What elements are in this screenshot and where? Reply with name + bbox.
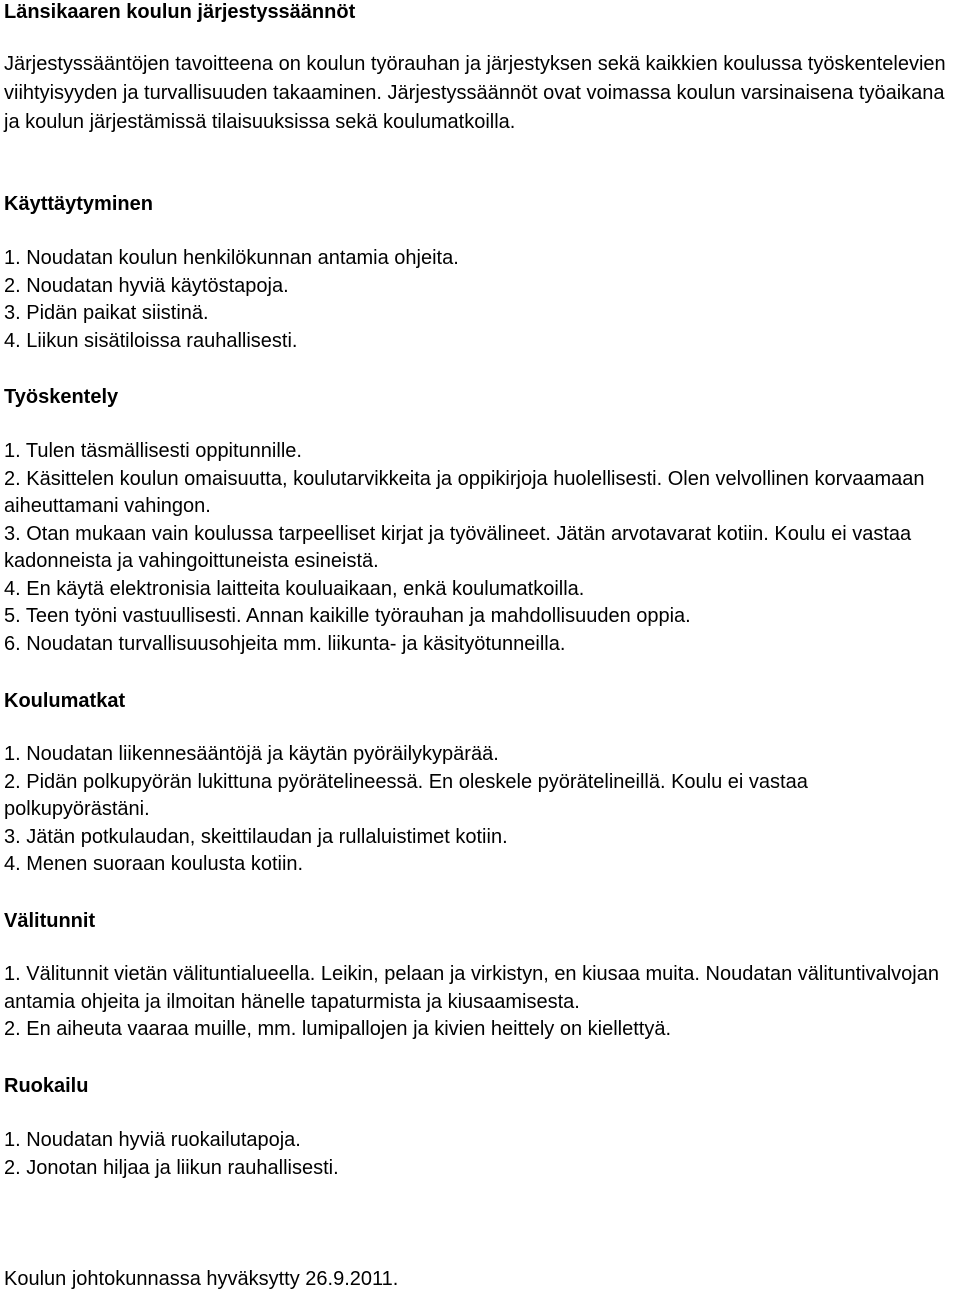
list-item: 2. Käsittelen koulun omaisuutta, koulutarvikkeita ja oppikirjoja huolellisesti. Olen velvollinen korvaamaan aiheuttamani vahingon. <box>4 467 925 517</box>
list-item: 2. Pidän polkupyörän lukittuna pyörätelineessä. En oleskele pyörätelineillä. Koulu ei vastaa polkupyörästäni. <box>4 770 808 820</box>
list-item: 2. Jonotan hiljaa ja liikun rauhallisesti. <box>4 1156 339 1179</box>
list-item: 1. Tulen täsmällisesti oppitunnille. <box>4 440 302 462</box>
list-item: 3. Otan mukaan vain koulussa tarpeelliset kirjat ja työvälineet. Jätän arvotavarat kotiin. Koulu ei vastaa kadonneista ja vahingoittuneista esineistä. <box>4 522 912 572</box>
intro-paragraph: Järjestyssääntöjen tavoitteena on koulun työrauhan ja järjestyksen sekä kaikkien koulussa työskentelevien viihtyisyyden ja turvallisuuden takaaminen. Järjestyssäännöt ovat voimassa koulun varsinaisena työaikana ja koulun järjestämissä tilaisuuksissa sekä koulumatkoilla. <box>4 53 946 133</box>
list-item: 1. Noudatan koulun henkilökunnan antamia ohjeita. <box>4 247 459 269</box>
list-item: 1. Välitunnit vietän välituntialueella. Leikin, pelaan ja virkistyn, en kiusaa muita. Noudatan välituntivalvojan antamia ohjeita ja ilmoitan hänelle tapaturmista ja kiusaamisesta. <box>4 963 939 1013</box>
approval-note: Koulun johtokunnassa hyväksytty 26.9.2011. <box>4 1268 399 1290</box>
list-item: 6. Noudatan turvallisuusohjeita mm. liikunta- ja käsityötunneilla. <box>4 632 566 655</box>
section-heading-behaviour: Käyttäytyminen <box>4 193 153 215</box>
section-heading-breaks: Välitunnit <box>4 910 96 932</box>
section-list-breaks <box>4 961 956 1044</box>
list-item: 3. Jätän potkulaudan, skeittilaudan ja rullaluistimet kotiin. <box>4 825 508 848</box>
section-heading-lunch: Ruokailu <box>4 1075 89 1097</box>
list-item: 3. Pidän paikat siistinä. <box>4 302 209 324</box>
section-list-lunch <box>4 1127 956 1182</box>
list-item: 5. Teen työni vastuullisesti. Annan kaikille työrauhan ja mahdollisuuden oppia. <box>4 605 691 627</box>
section-heading-work: Työskentely <box>4 386 119 408</box>
list-item: 4. En käytä elektronisia laitteita kouluaikaan, enkä koulumatkoilla. <box>4 577 585 600</box>
document-title: Länsikaaren koulun järjestyssäännöt <box>4 1 356 23</box>
section-list-school-trips <box>4 741 956 879</box>
list-item: 2. Noudatan hyviä käytöstapoja. <box>4 274 289 297</box>
list-item: 4. Menen suoraan koulusta kotiin. <box>4 853 304 875</box>
list-item: 4. Liikun sisätiloissa rauhallisesti. <box>4 329 298 352</box>
list-item: 1. Noudatan liikennesääntöjä ja käytän pyöräilykypärää. <box>4 743 499 765</box>
list-item: 2. En aiheuta vaaraa muille, mm. lumipallojen ja kivien heittely on kiellettyä. <box>4 1018 672 1040</box>
section-list-work <box>4 438 956 658</box>
section-heading-school-trips: Koulumatkat <box>4 690 126 712</box>
section-list-behaviour <box>4 245 956 355</box>
list-item: 1. Noudatan hyviä ruokailutapoja. <box>4 1129 301 1151</box>
